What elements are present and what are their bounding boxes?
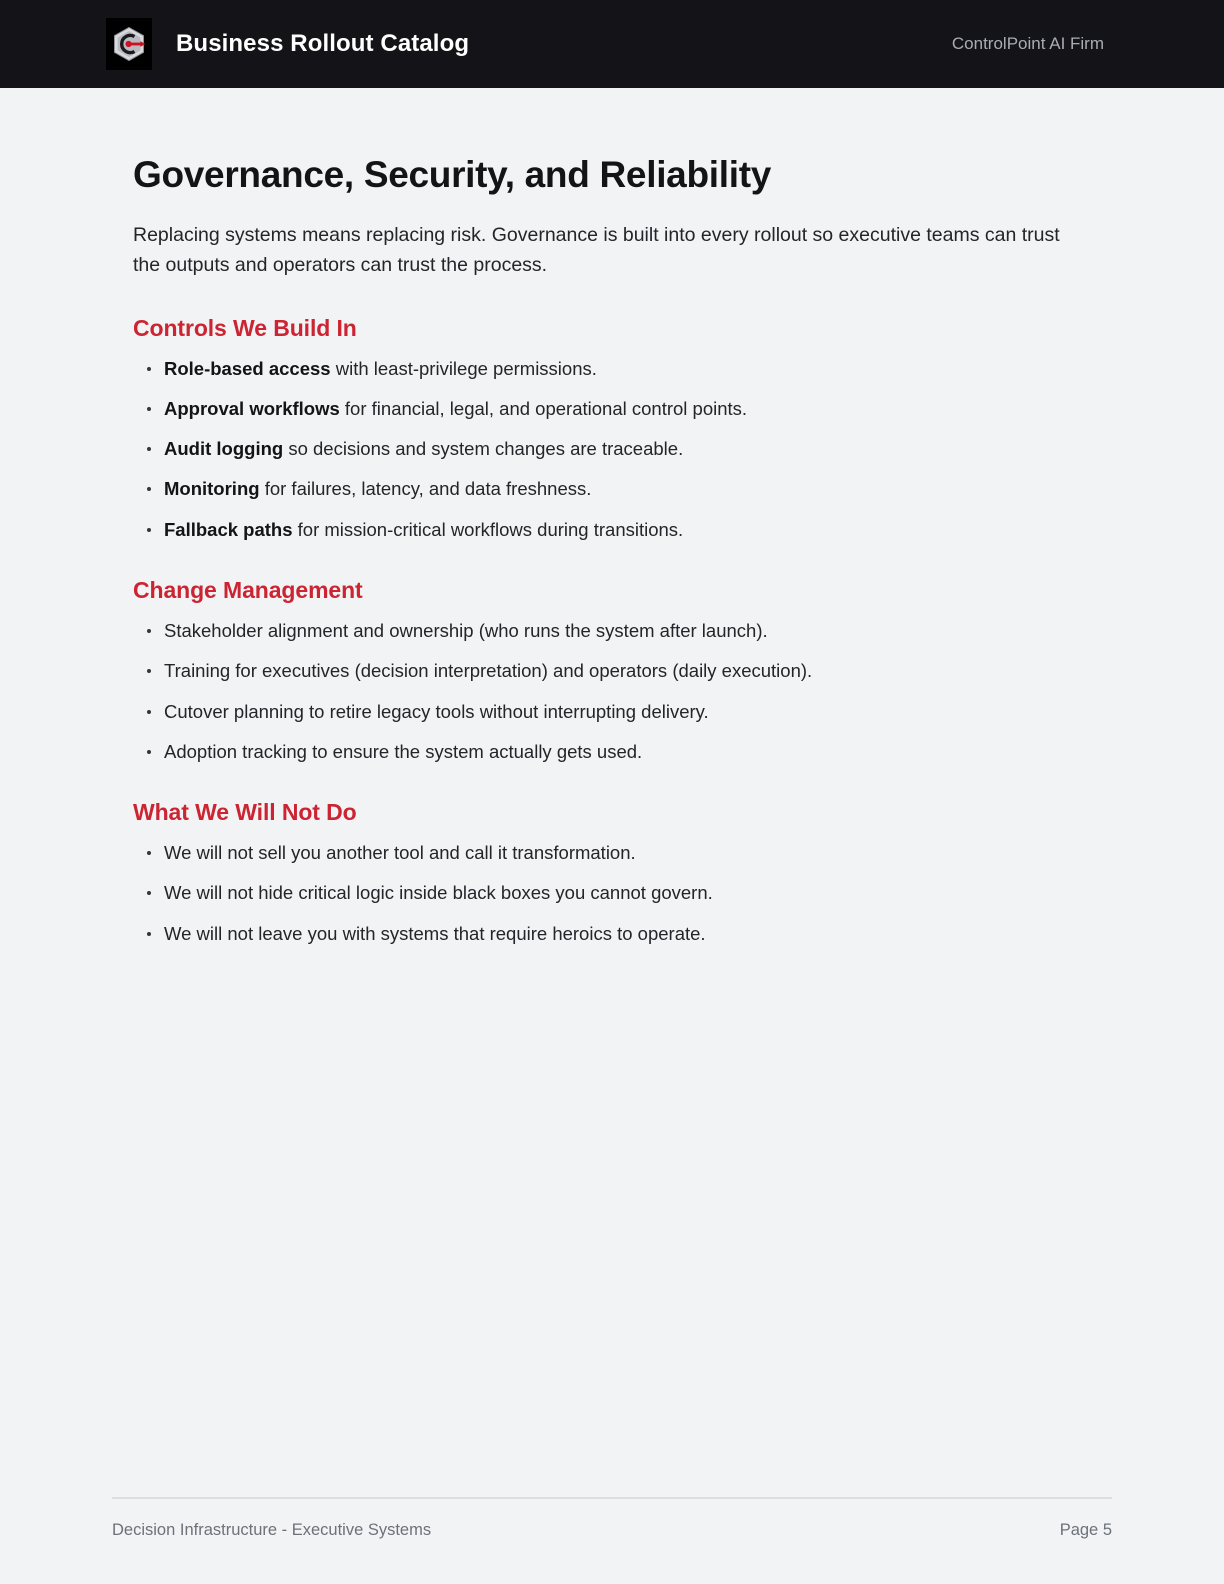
list-item-text: We will not leave you with systems that require heroics to operate.	[164, 922, 706, 944]
footer-left-text: Decision Infrastructure - Executive Systems	[112, 1521, 432, 1539]
page-footer	[112, 1497, 1112, 1584]
list-item-text: We will not sell you another tool and call it transformation.	[164, 842, 636, 864]
content-section	[133, 315, 1090, 543]
brand-group	[106, 18, 469, 70]
list-item-text: Adoption tracking to ensure the system actually gets used.	[164, 740, 643, 762]
bullet-list	[133, 356, 1090, 543]
list-item	[133, 921, 1090, 947]
header-organization: ControlPoint AI Firm	[951, 34, 1104, 53]
footer-page-number: Page 5	[1059, 1521, 1112, 1539]
list-item-text: Training for executives (decision interpretation) and operators (daily execution).	[164, 660, 813, 682]
header-title: Business Rollout Catalog	[176, 30, 470, 57]
list-item	[133, 476, 1090, 502]
list-item	[133, 699, 1090, 725]
page-content	[0, 88, 1224, 1497]
bullet-list	[133, 618, 1090, 765]
content-section	[133, 799, 1090, 947]
page-header	[0, 0, 1224, 88]
list-item	[133, 618, 1090, 644]
list-item	[133, 658, 1090, 684]
section-heading: What We Will Not Do	[133, 799, 357, 826]
intro-paragraph: Replacing systems means replacing risk. Governance is built into every rollout so executive teams can trust the outputs and operators can trust the process.	[133, 224, 1060, 277]
list-item-text: for financial, legal, and operational control points.	[339, 397, 748, 419]
list-item-text: Cutover planning to retire legacy tools without interrupting delivery.	[164, 700, 709, 722]
list-item	[133, 396, 1090, 422]
bullet-list	[133, 840, 1090, 947]
list-item	[133, 880, 1090, 906]
list-item-text: We will not hide critical logic inside black boxes you cannot govern.	[164, 882, 713, 904]
list-item-lead: Monitoring	[164, 478, 260, 500]
list-item-lead: Fallback paths	[164, 518, 293, 540]
list-item	[133, 356, 1090, 382]
sections-container	[133, 315, 1090, 947]
list-item-text: for failures, latency, and data freshness.	[259, 478, 592, 500]
list-item-text: for mission-critical workflows during transitions.	[292, 518, 684, 540]
list-item-lead: Role-based access	[164, 357, 331, 379]
list-item	[133, 436, 1090, 462]
page-title: Governance, Security, and Reliability	[133, 154, 771, 195]
list-item-lead: Approval workflows	[164, 397, 340, 419]
list-item-text: with least-privilege permissions.	[330, 357, 597, 379]
list-item	[133, 840, 1090, 866]
content-section	[133, 577, 1090, 765]
list-item-text: Stakeholder alignment and ownership (who runs the system after launch).	[164, 620, 768, 642]
hex-shield-target-logo-icon	[106, 18, 152, 70]
list-item	[133, 739, 1090, 765]
list-item	[133, 517, 1090, 543]
list-item-text: so decisions and system changes are traceable.	[283, 438, 684, 460]
section-heading: Change Management	[133, 577, 363, 604]
list-item-lead: Audit logging	[164, 438, 284, 460]
section-heading: Controls We Build In	[133, 314, 357, 341]
